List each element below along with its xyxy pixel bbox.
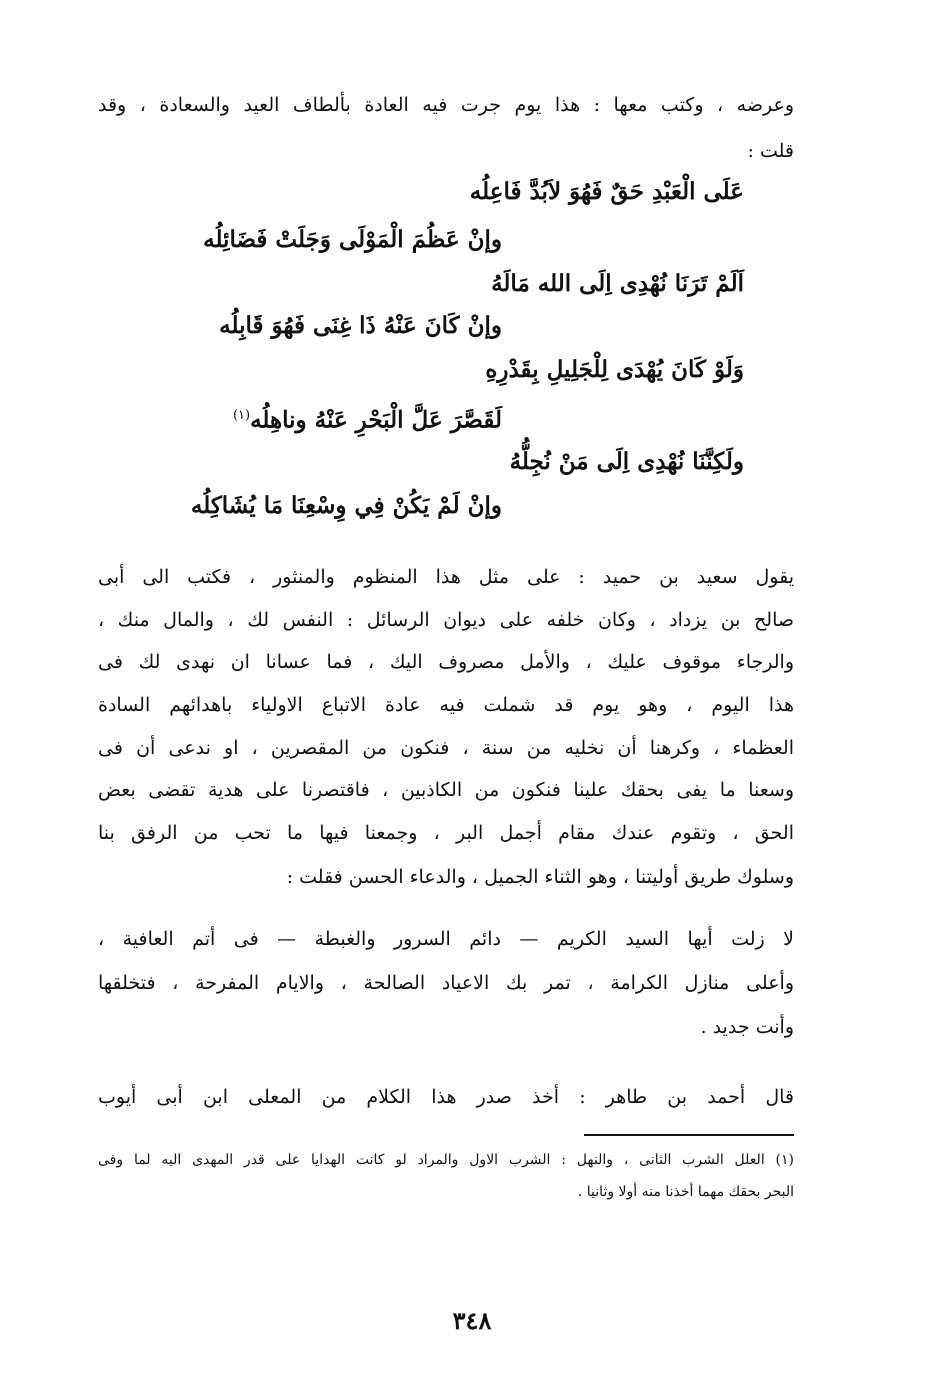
- para1-line-6: وسعنا ما يفى بحقك علينا فنكون من الكاذبين ، فاقتصرنا على هدية تقضى بعض: [98, 779, 794, 801]
- para2-line-3: وأنت جديد .: [700, 1016, 794, 1038]
- intro-line-1: وعرضه ، وكتب معها : هذا يوم جرت فيه العادة بألطاف العيد والسعادة ، وقد: [98, 94, 794, 116]
- footnote-line-2: البحر بحقك مهما أخذنا منه أولا وثانيا .: [577, 1184, 794, 1200]
- para2-line-1: لا زلت أيها السيد الكريم — دائم السرور والغبطة — فى أتم العافية ،: [98, 928, 794, 950]
- para2-line-2: وأعلى منازل الكرامة ، تمر بك الاعياد الصالحة ، والايام المفرحة ، فتخلقها: [98, 972, 794, 994]
- para1-line-4: هذا اليوم ، وهو يوم قد شملت فيه عادة الاتباع الاولياء باهدائهم السادة: [98, 694, 794, 716]
- verse-line-1: عَلَى الْعَبْدِ حَقٌ فَهُوَ لاَبُدَّ فَاعِلُه: [469, 178, 744, 205]
- para1-line-3: والرجاء موقوف عليك ، والأمل مصروف اليك ، فما عسانا ان نهدى لك فى: [98, 651, 794, 673]
- para1-line-5: العظماء ، وكرهنا أن نخليه من سنة ، فنكون من المقصرين ، او ندعى أن فى: [98, 737, 794, 759]
- verse-line-6-text: لَقَصَّرَ عَلَّ الْبَحْرِ عَنْهُ وناهِلُه: [250, 406, 502, 434]
- footnote-marker: (١): [232, 408, 251, 423]
- para1-line-1: يقول سعيد بن حميد : على مثل هذا المنظوم والمنثور ، فكتب الى أبى: [98, 566, 794, 588]
- verse-line-8: وإنْ لَمْ يَكُنْ فِي وِسْعِنَا مَا يُشَاكِلُه: [190, 492, 502, 519]
- footnote-rule: [584, 1134, 794, 1136]
- paragraph-3: قال أحمد بن طاهر : أخذ صدر هذا الكلام من المعلى ابن أبى أيوب: [98, 1086, 794, 1108]
- footnote-line-1: (١) العلل الشرب الثانى ، والنهل : الشرب الاول والمراد لو كانت الهدايا على قدر المهدى اليه لما وفى: [98, 1152, 794, 1168]
- para1-line-2: صالح بن يزداد ، وكان خلفه على ديوان الرسائل : النفس لك ، والمال منك ،: [98, 609, 794, 631]
- verse-line-4: وإنْ كَانَ عَنْهُ ذَا غِنَى فَهُوَ قَابِلُه: [219, 312, 502, 339]
- verse-line-7: ولَكِنَّنَا نُهْدِى اِلَى مَنْ نُجِلُّهُ: [509, 448, 744, 475]
- page-number: ٣٤٨: [452, 1306, 492, 1335]
- para1-line-7: الحق ، وتقوم عندك مقام أجمل البر ، وجمعنا فيها ما تحب من الرفق بنا: [98, 822, 794, 844]
- verse-line-3: اَلَمْ تَرَنَا نُهْدِى اِلَى الله مَالَهُ: [491, 270, 744, 297]
- verse-line-2: وإنْ عَظُمَ الْمَوْلَى وَجَلَتْ فَضَائِلُه: [203, 226, 502, 253]
- verse-line-6: [233, 396, 502, 441]
- intro-line-2: قلت :: [747, 140, 794, 162]
- verse-line-5: وَلَوْ كَانَ يُهْدَى لِلْجَلِيلِ بِقَدْرِهِ: [485, 356, 744, 383]
- para1-line-8: وسلوك طريق أوليتنا ، وهو الثناء الجميل ، والدعاء الحسن فقلت :: [286, 866, 794, 888]
